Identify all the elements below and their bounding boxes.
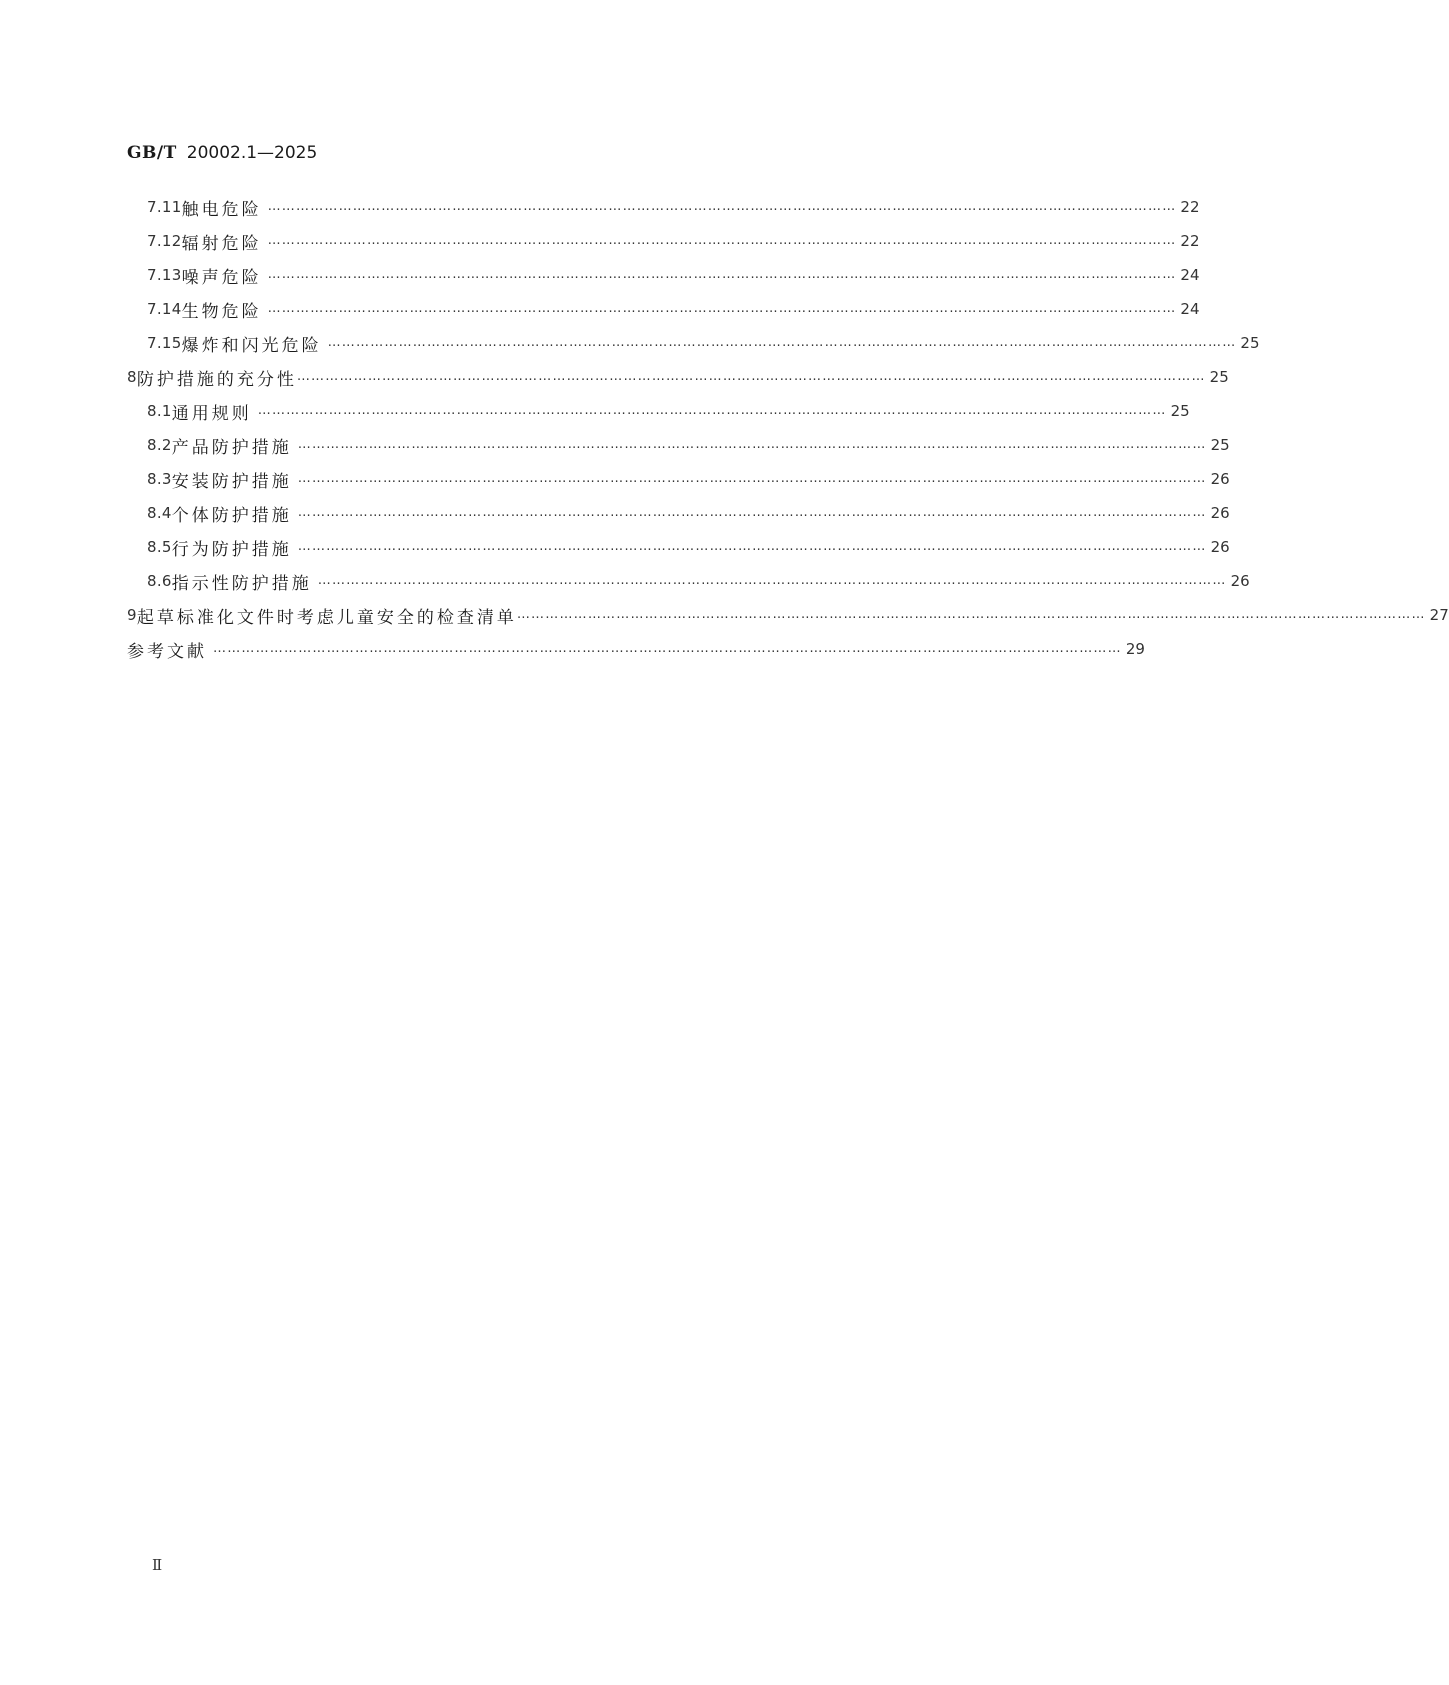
toc-entry-page: 22 xyxy=(1180,232,1200,250)
toc-entry-8-6[interactable] xyxy=(147,569,1250,594)
toc-entry-title: 防护措施的充分性 xyxy=(136,369,297,390)
toc-entry-page: 29 xyxy=(1125,640,1145,658)
toc-entry-number: 7.13 xyxy=(147,266,182,284)
toc-entry-page: 25 xyxy=(1209,368,1229,386)
toc-entry-page: 25 xyxy=(1240,334,1260,352)
toc-dot-leader: ………………………………………………………………………………………………………………………………………………………………………… xyxy=(267,300,1177,316)
toc-entry-number: 7.15 xyxy=(147,334,182,352)
toc-entry-page: 22 xyxy=(1180,198,1200,216)
toc-entry-7-12[interactable] xyxy=(147,229,1200,254)
toc-entry-8-2[interactable] xyxy=(147,433,1230,458)
toc-entry-title: 爆炸和闪光危险 xyxy=(181,335,322,356)
toc-entry-page: 26 xyxy=(1210,538,1230,556)
toc-entry-title: 通用规则 xyxy=(171,403,252,424)
toc-entry-8-1[interactable] xyxy=(147,399,1190,424)
toc-entry-number: 7.11 xyxy=(147,198,182,216)
toc-dot-leader: ………………………………………………………………………………………………………………………………………………………………………… xyxy=(297,470,1207,486)
document-header xyxy=(127,143,317,163)
toc-entry-page: 25 xyxy=(1210,436,1230,454)
toc-entry-number: 9 xyxy=(127,606,137,624)
toc-entry-references[interactable] xyxy=(127,637,1145,662)
toc-entry-8-5[interactable] xyxy=(147,535,1230,560)
toc-dot-leader: ………………………………………………………………………………………………………………………………………………………………………… xyxy=(257,402,1167,418)
toc-entry-7-11[interactable] xyxy=(147,195,1200,220)
toc-entry-title: 触电危险 xyxy=(181,199,262,220)
toc-dot-leader: ………………………………………………………………………………………………………………………………………………………………………… xyxy=(327,334,1237,350)
toc-entry-number: 8.4 xyxy=(147,504,172,522)
toc-entry-page: 24 xyxy=(1180,266,1200,284)
toc-entry-page: 26 xyxy=(1230,572,1250,590)
toc-dot-leader: ………………………………………………………………………………………………………………………………………………………………………… xyxy=(267,198,1177,214)
toc-dot-leader: ………………………………………………………………………………………………………………………………………………………………………… xyxy=(317,572,1227,588)
toc-dot-leader: ………………………………………………………………………………………………………………………………………………………………………… xyxy=(296,368,1206,384)
standard-number: 20002.1—2025 xyxy=(186,143,318,163)
toc-entry-7-13[interactable] xyxy=(147,263,1200,288)
toc-dot-leader: ………………………………………………………………………………………………………………………………………………………………………… xyxy=(297,504,1207,520)
toc-dot-leader: ………………………………………………………………………………………………………………………………………………………………………… xyxy=(267,232,1177,248)
toc-dot-leader: ………………………………………………………………………………………………………………………………………………………………………… xyxy=(516,606,1426,622)
toc-entry-title: 辐射危险 xyxy=(181,233,262,254)
toc-entry-page: 24 xyxy=(1180,300,1200,318)
toc-entry-number: 8.5 xyxy=(147,538,172,556)
toc-entry-number: 7.14 xyxy=(147,300,182,318)
toc-dot-leader: ………………………………………………………………………………………………………………………………………………………………………… xyxy=(213,640,1122,656)
toc-entry-title: 起草标准化文件时考虑儿童安全的检查清单 xyxy=(136,607,517,628)
toc-entry-title: 指示性防护措施 xyxy=(171,573,312,594)
toc-entry-title: 噪声危险 xyxy=(181,267,262,288)
toc-entry-7-15[interactable] xyxy=(147,331,1260,356)
toc-entry-number: 7.12 xyxy=(147,232,182,250)
toc-entry-title: 行为防护措施 xyxy=(171,539,292,560)
toc-entry-title: 产品防护措施 xyxy=(171,437,292,458)
toc-entry-number: 8.3 xyxy=(147,470,172,488)
toc-entry-title: 生物危险 xyxy=(181,301,262,322)
toc-entry-title: 参考文献 xyxy=(127,641,207,662)
toc-entry-8[interactable] xyxy=(127,365,1229,390)
toc-entry-page: 25 xyxy=(1170,402,1190,420)
toc-entry-number: 8.6 xyxy=(147,572,172,590)
toc-dot-leader: ………………………………………………………………………………………………………………………………………………………………………… xyxy=(267,266,1177,282)
standard-prefix: GB/T xyxy=(127,143,177,163)
toc-entry-page: 26 xyxy=(1210,470,1230,488)
toc-dot-leader: ………………………………………………………………………………………………………………………………………………………………………… xyxy=(297,538,1207,554)
toc-entry-title: 安装防护措施 xyxy=(171,471,292,492)
toc-entry-9[interactable] xyxy=(127,603,1449,628)
toc-entry-number: 8.2 xyxy=(147,436,172,454)
toc-entry-page: 27 xyxy=(1429,606,1449,624)
toc-entry-title: 个体防护措施 xyxy=(171,505,292,526)
toc-entry-7-14[interactable] xyxy=(147,297,1200,322)
toc-entry-8-3[interactable] xyxy=(147,467,1230,492)
page-number: Ⅱ xyxy=(152,1556,163,1574)
toc-entry-page: 26 xyxy=(1210,504,1230,522)
toc-entry-8-4[interactable] xyxy=(147,501,1230,526)
toc-entry-number: 8.1 xyxy=(147,402,172,420)
toc-entry-number: 8 xyxy=(127,368,137,386)
toc-dot-leader: ………………………………………………………………………………………………………………………………………………………………………… xyxy=(297,436,1207,452)
